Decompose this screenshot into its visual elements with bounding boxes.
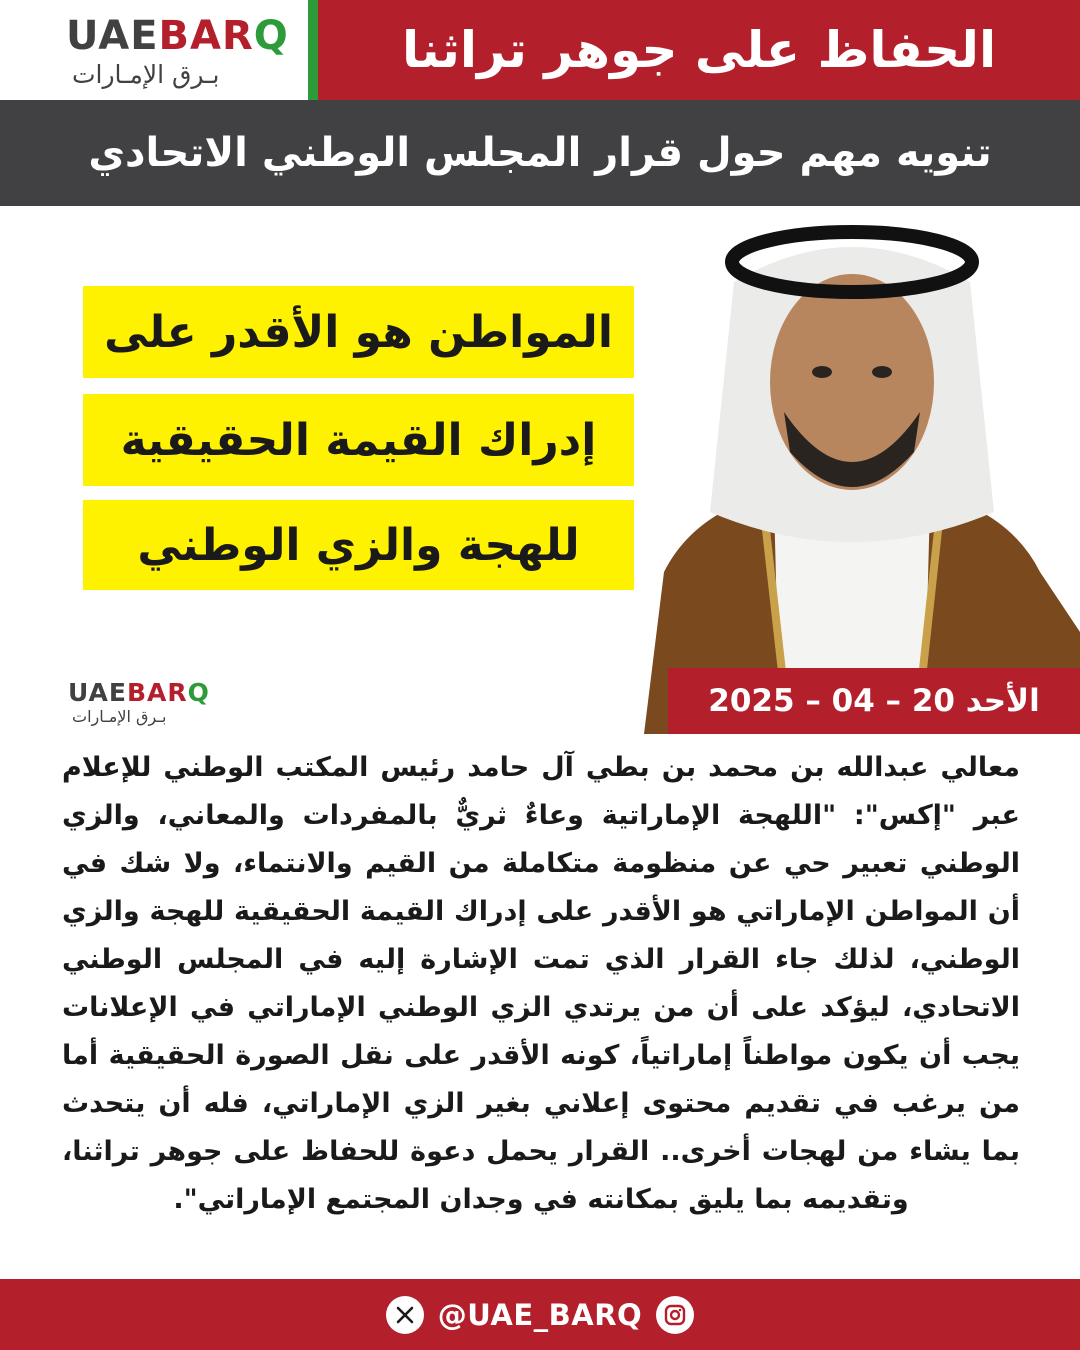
watermark-logo-arabic: بـرق الإمـارات (72, 707, 167, 726)
watermark-logo (68, 680, 218, 725)
post-date: الأحد 20 – 04 – 2025 (708, 683, 1040, 719)
footer-bar (0, 1279, 1080, 1350)
portrait-image (624, 212, 1080, 734)
date-banner (668, 668, 1080, 734)
portrait-face (770, 274, 934, 490)
quote-line-2 (83, 394, 634, 486)
brand-logo[interactable] (66, 13, 289, 89)
flag-accent-strip (308, 0, 318, 100)
social-handle[interactable]: @UAE_BARQ (437, 1297, 643, 1332)
watermark-logo-latin (68, 680, 218, 705)
page-subtitle: تنويه مهم حول قرار المجلس الوطني الاتحادي (88, 130, 992, 176)
watermark-logo-part-bar: BAR (126, 678, 188, 707)
instagram-icon[interactable] (656, 1296, 694, 1334)
brand-logo-part-bar: BAR (158, 13, 254, 59)
brand-logo-latin (66, 13, 289, 59)
quote-text-3: للهجة والزي الوطني (137, 519, 580, 571)
quote-text-2: إدراك القيمة الحقيقية (120, 414, 597, 466)
quote-line-1 (83, 286, 634, 378)
brand-logo-part-uae: UAE (66, 13, 159, 59)
watermark-logo-part-uae: UAE (68, 678, 127, 707)
brand-logo-arabic: بـرق الإمـارات (72, 60, 220, 89)
title-banner (318, 0, 1080, 100)
brand-logo-part-q: Q (253, 13, 289, 59)
subtitle-banner (0, 100, 1080, 206)
quote-text-1: المواطن هو الأقدر على (104, 306, 613, 358)
quote-line-3 (83, 500, 634, 590)
article-body: معالي عبدالله بن محمد بن بطي آل حامد رئيس المكتب الوطني للإعلام عبر "إكس": "اللهجة الإماراتية وعاءٌ ثريٌّ بالمفردات والمعاني، والزي الوطني تعبير حي عن منظومة متكاملة من القيم والانتماء، ولا شك في أن المواطن الإماراتي هو الأقدر على إدراك القيمة الحقيقية للهجة والزي الوطني، لذلك جاء القرار الذي تمت الإشارة إليه في المجلس الوطني الاتحادي، ليؤكد على أن من يرتدي الزي الوطني الإماراتي في الإعلانات يجب أن يكون مواطناً إماراتياً، كونه الأقدر على نقل الصورة الحقيقية أما من يرغب في تقديم محتوى إعلاني بغير الزي الإماراتي، فله أن يتحدث بما يشاء من لهجات أخرى.. القرار يحمل دعوة للحفاظ على جوهر تراثنا، وتقديمه بما يليق بمكانته في وجدان المجتمع الإماراتي". (62, 752, 1020, 1215)
page-title: الحفاظ على جوهر تراثنا (401, 21, 997, 79)
footer-social (386, 1296, 694, 1334)
x-logo-icon[interactable] (386, 1296, 424, 1334)
watermark-logo-part-q: Q (187, 678, 210, 707)
